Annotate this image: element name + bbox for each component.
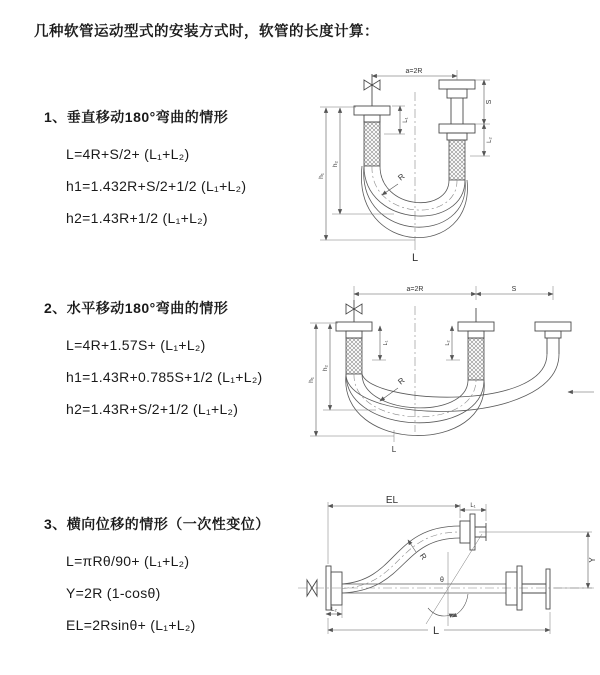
left-pipe-fitting bbox=[354, 106, 390, 166]
dim-label-l: L bbox=[391, 445, 397, 454]
dim-label-el: EL bbox=[385, 496, 399, 506]
dim-label-r: R bbox=[396, 375, 407, 387]
section-3-formulas bbox=[44, 545, 270, 641]
dim-label-l: L bbox=[432, 625, 440, 637]
dimension-l1 bbox=[460, 503, 486, 521]
dimension-el bbox=[328, 496, 460, 564]
section-1-heading: 1、垂直移动180°弯曲的情形 bbox=[44, 109, 229, 125]
dim-label-l1: L₁ bbox=[470, 503, 476, 509]
dimension-a2r bbox=[372, 68, 457, 80]
section-3-heading: 3、横向位移的情形（一次性变位） bbox=[44, 516, 270, 532]
section-2 bbox=[44, 298, 263, 425]
section-2-formulas bbox=[44, 329, 263, 425]
dim-label-r: R bbox=[396, 171, 407, 183]
radius-leader bbox=[382, 172, 407, 195]
middle-pipe-fitting bbox=[458, 308, 494, 380]
angle-annotation bbox=[426, 534, 482, 626]
dim-label-a2r: a=2R bbox=[405, 68, 423, 75]
dim-label-h1: h₁ bbox=[308, 377, 315, 383]
valve-icon bbox=[364, 74, 380, 106]
dim-label-l1: L₁ bbox=[403, 117, 409, 123]
dimension-l1 bbox=[372, 326, 389, 360]
dim-label-h2: h₂ bbox=[322, 364, 329, 372]
dim-label-r: R bbox=[417, 551, 429, 562]
dim-label-l: L bbox=[411, 252, 419, 264]
right-pipe-fitting bbox=[535, 322, 571, 354]
dimension-l1 bbox=[384, 106, 409, 134]
section-2-heading: 2、水平移动180°弯曲的情形 bbox=[44, 300, 229, 316]
dim-label-l2: L₂ bbox=[331, 607, 337, 613]
valve-icon bbox=[346, 300, 362, 322]
section-1 bbox=[44, 107, 246, 234]
section-1-formulas bbox=[44, 138, 246, 234]
right-pipe-fitting bbox=[439, 80, 475, 180]
formula-h2: h2=1.43R+1/2 (L₁+L₂) bbox=[66, 210, 208, 226]
formula-el: EL=2Rsinθ+ (L₁+L₂) bbox=[66, 617, 196, 633]
section-3 bbox=[44, 514, 270, 641]
dim-label-s: S bbox=[486, 99, 493, 105]
diagram-horizontal-180-bend bbox=[306, 280, 600, 465]
hose-u-bend-position-2 bbox=[346, 354, 559, 411]
page-title: 几种软管运动型式的安装方式时，软管的长度计算： bbox=[34, 24, 379, 40]
formula-length: L=4R+S/2+ (L₁+L₂) bbox=[66, 146, 190, 162]
dim-label-h1: h₁ bbox=[318, 173, 325, 179]
dim-label-y: Y bbox=[588, 557, 597, 563]
radius-leader bbox=[380, 376, 407, 401]
dimension-a2r bbox=[354, 286, 553, 300]
formula-y: Y=2R (1-cosθ) bbox=[66, 585, 161, 601]
formula-length: L=πRθ/90+ (L₁+L₂) bbox=[66, 553, 190, 569]
dim-label-l2: L₂ bbox=[445, 340, 451, 346]
dim-label-theta: θ bbox=[440, 577, 444, 584]
dimension-l2 bbox=[470, 124, 493, 156]
formula-h1: h1=1.432R+S/2+1/2 (L₁+L₂) bbox=[66, 178, 247, 194]
dim-label-s: S bbox=[511, 286, 517, 293]
formula-h2: h2=1.43R+S/2+1/2 (L₁+L₂) bbox=[66, 401, 239, 417]
dimension-s bbox=[476, 286, 553, 294]
dim-label-h2: h₂ bbox=[332, 160, 339, 168]
dim-label-l2: L₂ bbox=[487, 137, 493, 143]
dimension-l-bottom bbox=[328, 612, 550, 637]
dim-label-a2r: a=2R bbox=[406, 286, 424, 293]
formula-length: L=4R+1.57S+ (L₁+L₂) bbox=[66, 337, 206, 353]
dimension-h2 bbox=[332, 108, 394, 214]
diagram-vertical-180-bend bbox=[312, 64, 590, 264]
dimension-y bbox=[479, 532, 597, 588]
dimension-l2 bbox=[326, 605, 342, 618]
dimension-s bbox=[475, 80, 493, 124]
formula-h1: h1=1.43R+0.785S+1/2 (L₁+L₂) bbox=[66, 369, 263, 385]
dim-label-l1: L₁ bbox=[383, 340, 389, 346]
left-pipe-fitting bbox=[336, 322, 372, 374]
diagram-lateral-displacement bbox=[296, 496, 600, 652]
